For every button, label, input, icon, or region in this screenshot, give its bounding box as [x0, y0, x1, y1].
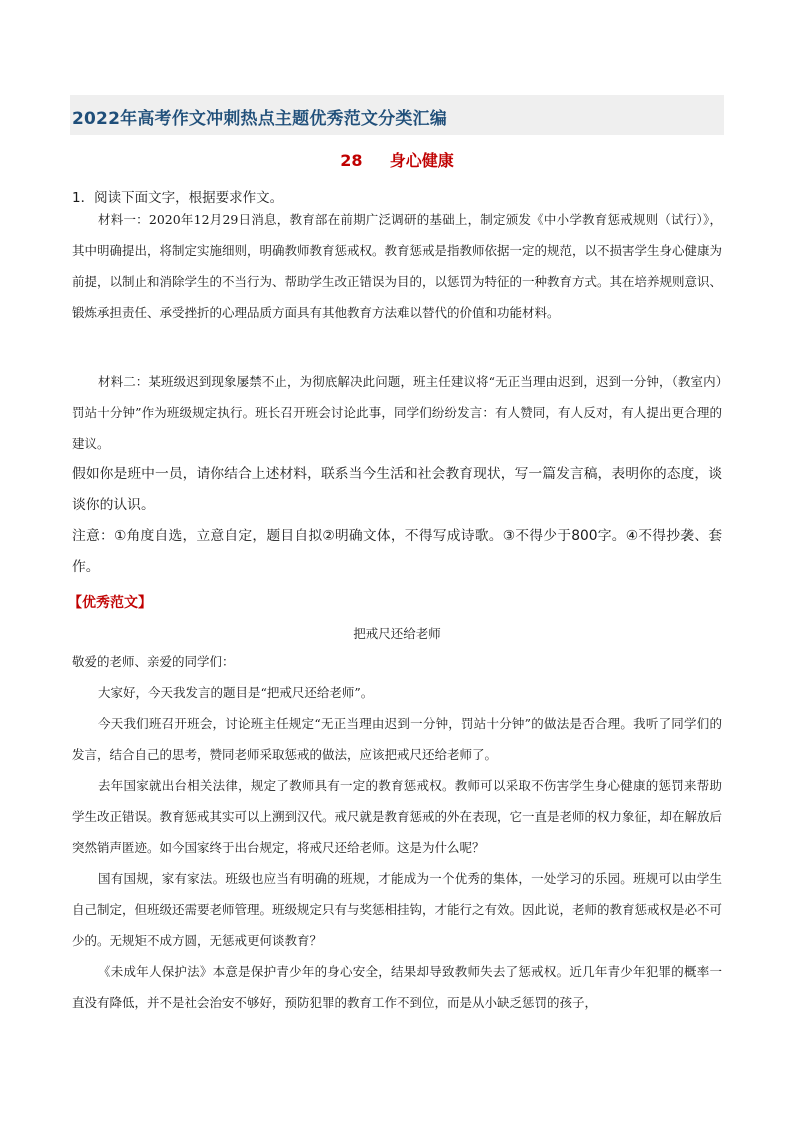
- sample-label: 【优秀范文】: [68, 595, 152, 611]
- material-one: 材料一：2020年12月29日消息，教育部在前期广泛调研的基础上，制定颁发《中小学教育惩戒规则（试行）》，其中明确提出，将制定实施细则，明确教师教育惩戒权。教育惩戒是指教师依据一定的规范，以不损害学生身心健康为前提，以制止和消除学生的不当行为、帮助学生改正错误为目的，以惩罚为特征的一种教育方式。其在培养规则意识、锻炼承担责任、承受挫折的心理品质方面具有其他教育方法难以替代的价值和功能材料。: [72, 212, 723, 320]
- document-title: 2022年高考作文冲刺热点主题优秀范文分类汇编: [72, 109, 447, 129]
- essay-paragraph: 《未成年人保护法》本意是保护青少年的身心安全，结果却导致教师失去了惩戒权。近几年青少年犯罪的概率一直没有降低，并不是社会治安不够好，预防犯罪的教育工作不到位，而是从小缺乏惩罚的孩子，: [72, 964, 722, 1010]
- question-intro: 1．阅读下面文字，根据要求作文。: [72, 190, 284, 206]
- section-heading: [0, 148, 794, 171]
- essay-salutation: 敬爱的老师、亲爱的同学们：: [72, 654, 235, 669]
- essay-paragraph: 国有国规，家有家法。班级也应当有明确的班规，才能成为一个优秀的集体，一处学习的乐园。班规可以由学生自己制定，但班级还需要老师管理。班级规定只有与奖惩相挂钩，才能行之有效。因此说，老师的教育惩戒权是必不可少的。无规矩不成方圆，无惩戒更何谈教育？: [72, 871, 723, 948]
- essay-title: 把戒尺还给老师: [353, 626, 441, 641]
- writing-task: 假如你是班中一员，请你结合上述材料，联系当今生活和社会教育现状，写一篇发言稿，表明你的态度，谈谈你的认识。: [72, 466, 722, 513]
- essay-paragraph: 大家好，今天我发言的题目是“把戒尺还给老师”。: [98, 685, 374, 700]
- section-number: 28: [340, 151, 363, 170]
- material-two: 材料二：某班级迟到现象屡禁不止，为彻底解决此问题，班主任建议将“无正当理由迟到，迟到一分钟，（教室内）罚站十分钟”作为班级规定执行。班长召开班会讨论此事，同学们纷纷发言：有人赞同，有人反对，有人提出更合理的建议。: [72, 374, 722, 451]
- essay-paragraph: 去年国家就出台相关法律，规定了教师具有一定的教育惩戒权。教师可以采取不伤害学生身心健康的惩罚来帮助学生改正错误。教育惩戒其实可以上溯到汉代。戒尺就是教育惩戒的外在表现，它一直是老师的权力象征，却在解放后突然销声匿迹。如今国家终于出台规定，将戒尺还给老师。这是为什么呢？: [72, 778, 723, 855]
- essay-paragraph: 今天我们班召开班会，讨论班主任规定“无正当理由迟到一分钟，罚站十分钟”的做法是否合理。我听了同学们的发言，结合自己的思考，赞同老师采取惩戒的做法，应该把戒尺还给老师了。: [72, 716, 722, 762]
- section-title: 身心健康: [389, 151, 454, 170]
- writing-notes: 注意：①角度自选，立意自定，题目自拟②明确文体，不得写成诗歌。③不得少于800字。④不得抄袭、套作。: [72, 528, 722, 575]
